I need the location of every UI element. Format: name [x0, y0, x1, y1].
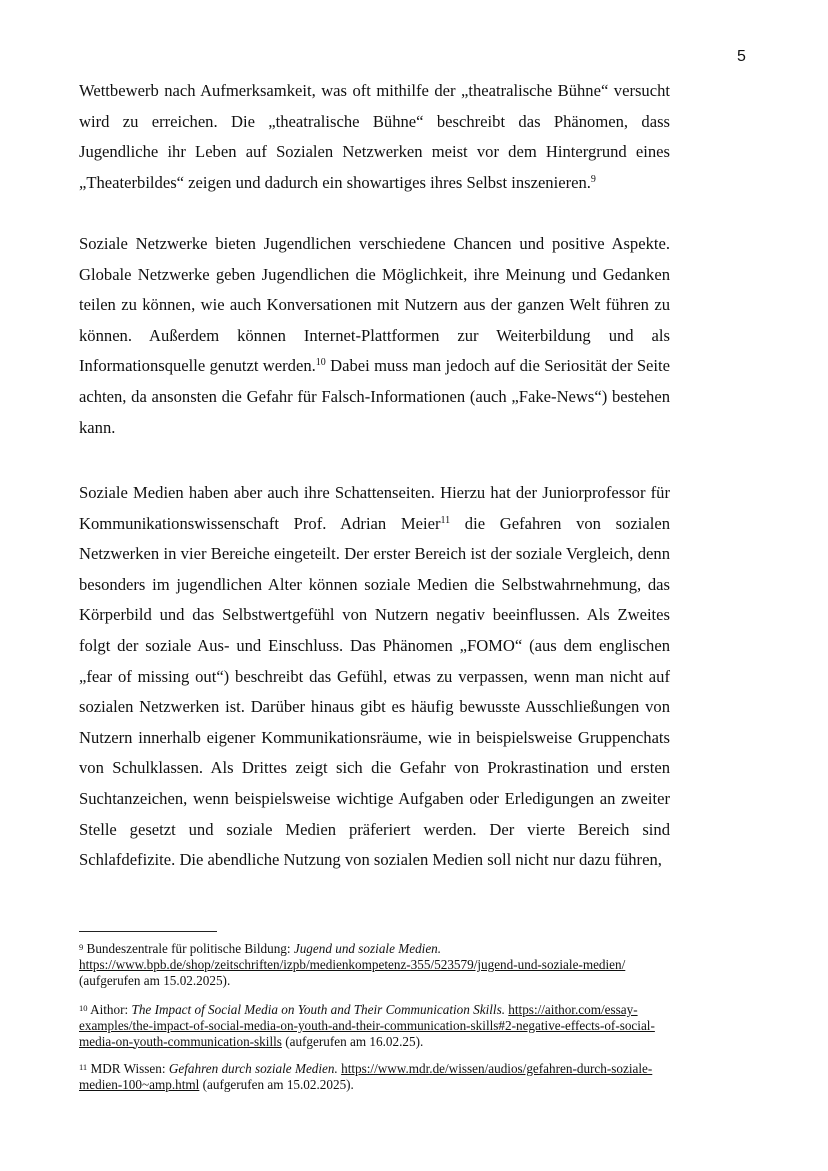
- footnote-title: Jugend und soziale Medien.: [293, 941, 442, 956]
- paragraph-text: die Gefahren von sozialen Netzwerken in vier Bereiche eingeteilt. Der erster Bereich ist der soziale Vergleich, denn besonders im jugendlichen Alter können soziale Medien die Selbstwahrnehmung, das Körperbild und das Selbstwertgefühl von Nutzern negativ beeinflussen. Als Zweites folgt der soziale Aus- und Einschluss. Das Phänomen „FOMO“ (aus dem englischen „fear of missing out“) beschreibt das Gefühl, etwas zu verpassen, wenn man nicht auf sozialen Netzwerken ist. Darüber hinaus gibt es häufig bewusste Ausschließungen von Nutzern innerhalb eigener Kommunikationsräume, wie in beispielsweise Gruppenchats von Schulklassen. Als Drittes zeigt sich die Gefahr von Prokrastination und ersten Suchtanzeichen, wenn beispielsweise wichtige Aufgaben oder Erledigungen an zweiter Stelle gesetzt und soziale Medien präferiert werden. Der vierte Bereich sind Schlafdefizite. Die abendliche Nutzung von sozialen Medien soll nicht nur dazu führen,: [79, 513, 670, 870]
- footnote-number: 11: [79, 1062, 88, 1072]
- footnote-accessed: (aufgerufen am 15.02.2025).: [202, 1076, 354, 1092]
- footnote-source: Bundeszentrale für politische Bildung:: [86, 941, 294, 956]
- footnote-number: 9: [79, 942, 84, 952]
- footnote-ref-9[interactable]: 9: [590, 173, 596, 185]
- paragraph-theatrical-stage: [79, 76, 670, 198]
- footnote-ref-11[interactable]: 11: [440, 514, 451, 526]
- footnote-accessed: (aufgerufen am 15.02.2025).: [79, 972, 231, 988]
- footnote-source: MDR Wissen:: [90, 1061, 169, 1076]
- page-number: 5: [737, 48, 746, 65]
- footnote-ref-10[interactable]: 10: [315, 357, 326, 369]
- paragraph-text: Soziale Netzwerke bieten Jugendlichen verschiedene Chancen und positive Aspekte. Globale Netzwerke geben Jugendlichen die Möglichkeit, ihre Meinung und Gedanken teilen zu können, wie auch Konversationen mit Nutzern aus der ganzen Welt führen zu können. Außerdem können Internet-Plattformen zur Weiterbildung und als Informationsquelle genutzt werden.: [79, 234, 670, 376]
- footnote-title: The Impact of Social Media on Youth and Their Communication Skills.: [131, 1002, 505, 1017]
- footnote-title: Gefahren durch soziale Medien.: [168, 1061, 338, 1076]
- paragraph-text: Dabei muss man jedoch auf die Seriosität der Seite achten, da ansonsten die Gefahr für Falsch-Informationen (auch „Fake-News“) bestehen kann.: [79, 356, 670, 437]
- footnote-number: 10: [79, 1003, 88, 1013]
- paragraph-opportunities: [79, 229, 670, 443]
- paragraph-text: Soziale Medien haben aber auch ihre Schattenseiten. Hierzu hat der Juniorprofessor für Kommunikationswissenschaft Prof. Adrian Meier: [79, 483, 670, 533]
- footnote-9: [79, 941, 674, 988]
- footnote-accessed: (aufgerufen am 16.02.25).: [285, 1033, 424, 1049]
- footnote-separator: [79, 931, 217, 932]
- paragraph-text: Wettbewerb nach Aufmerksamkeit, was oft mithilfe der „theatralische Bühne“ versucht wird zu erreichen. Die „theatralische Bühne“ beschreibt das Phänomen, dass Jugendliche ihr Leben auf Sozialen Netzwerken meist vor dem Hintergrund eines „Theaterbildes“ zeigen und dadurch ein showartiges ihres Selbst inszenieren.: [79, 81, 670, 192]
- footnote-link[interactable]: https://www.mdr.de/wissen/audios/gefahren-durch-soziale-medien-100~amp.html: [79, 1061, 653, 1092]
- footnote-10: [79, 1002, 674, 1049]
- footnote-link[interactable]: https://www.bpb.de/shop/zeitschriften/izpb/medienkompetenz-355/523579/jugend-und-soziale-medien/: [79, 956, 626, 972]
- footnote-link[interactable]: https://aithor.com/essay-examples/the-impact-of-social-media-on-youth-and-their-communication-skills#2-negative-effects-of-social-media-on-youth-communication-skills: [79, 1002, 655, 1049]
- footnote-source: Aithor:: [90, 1002, 132, 1017]
- footnote-11: [79, 1061, 674, 1093]
- paragraph-dangers: [79, 478, 670, 876]
